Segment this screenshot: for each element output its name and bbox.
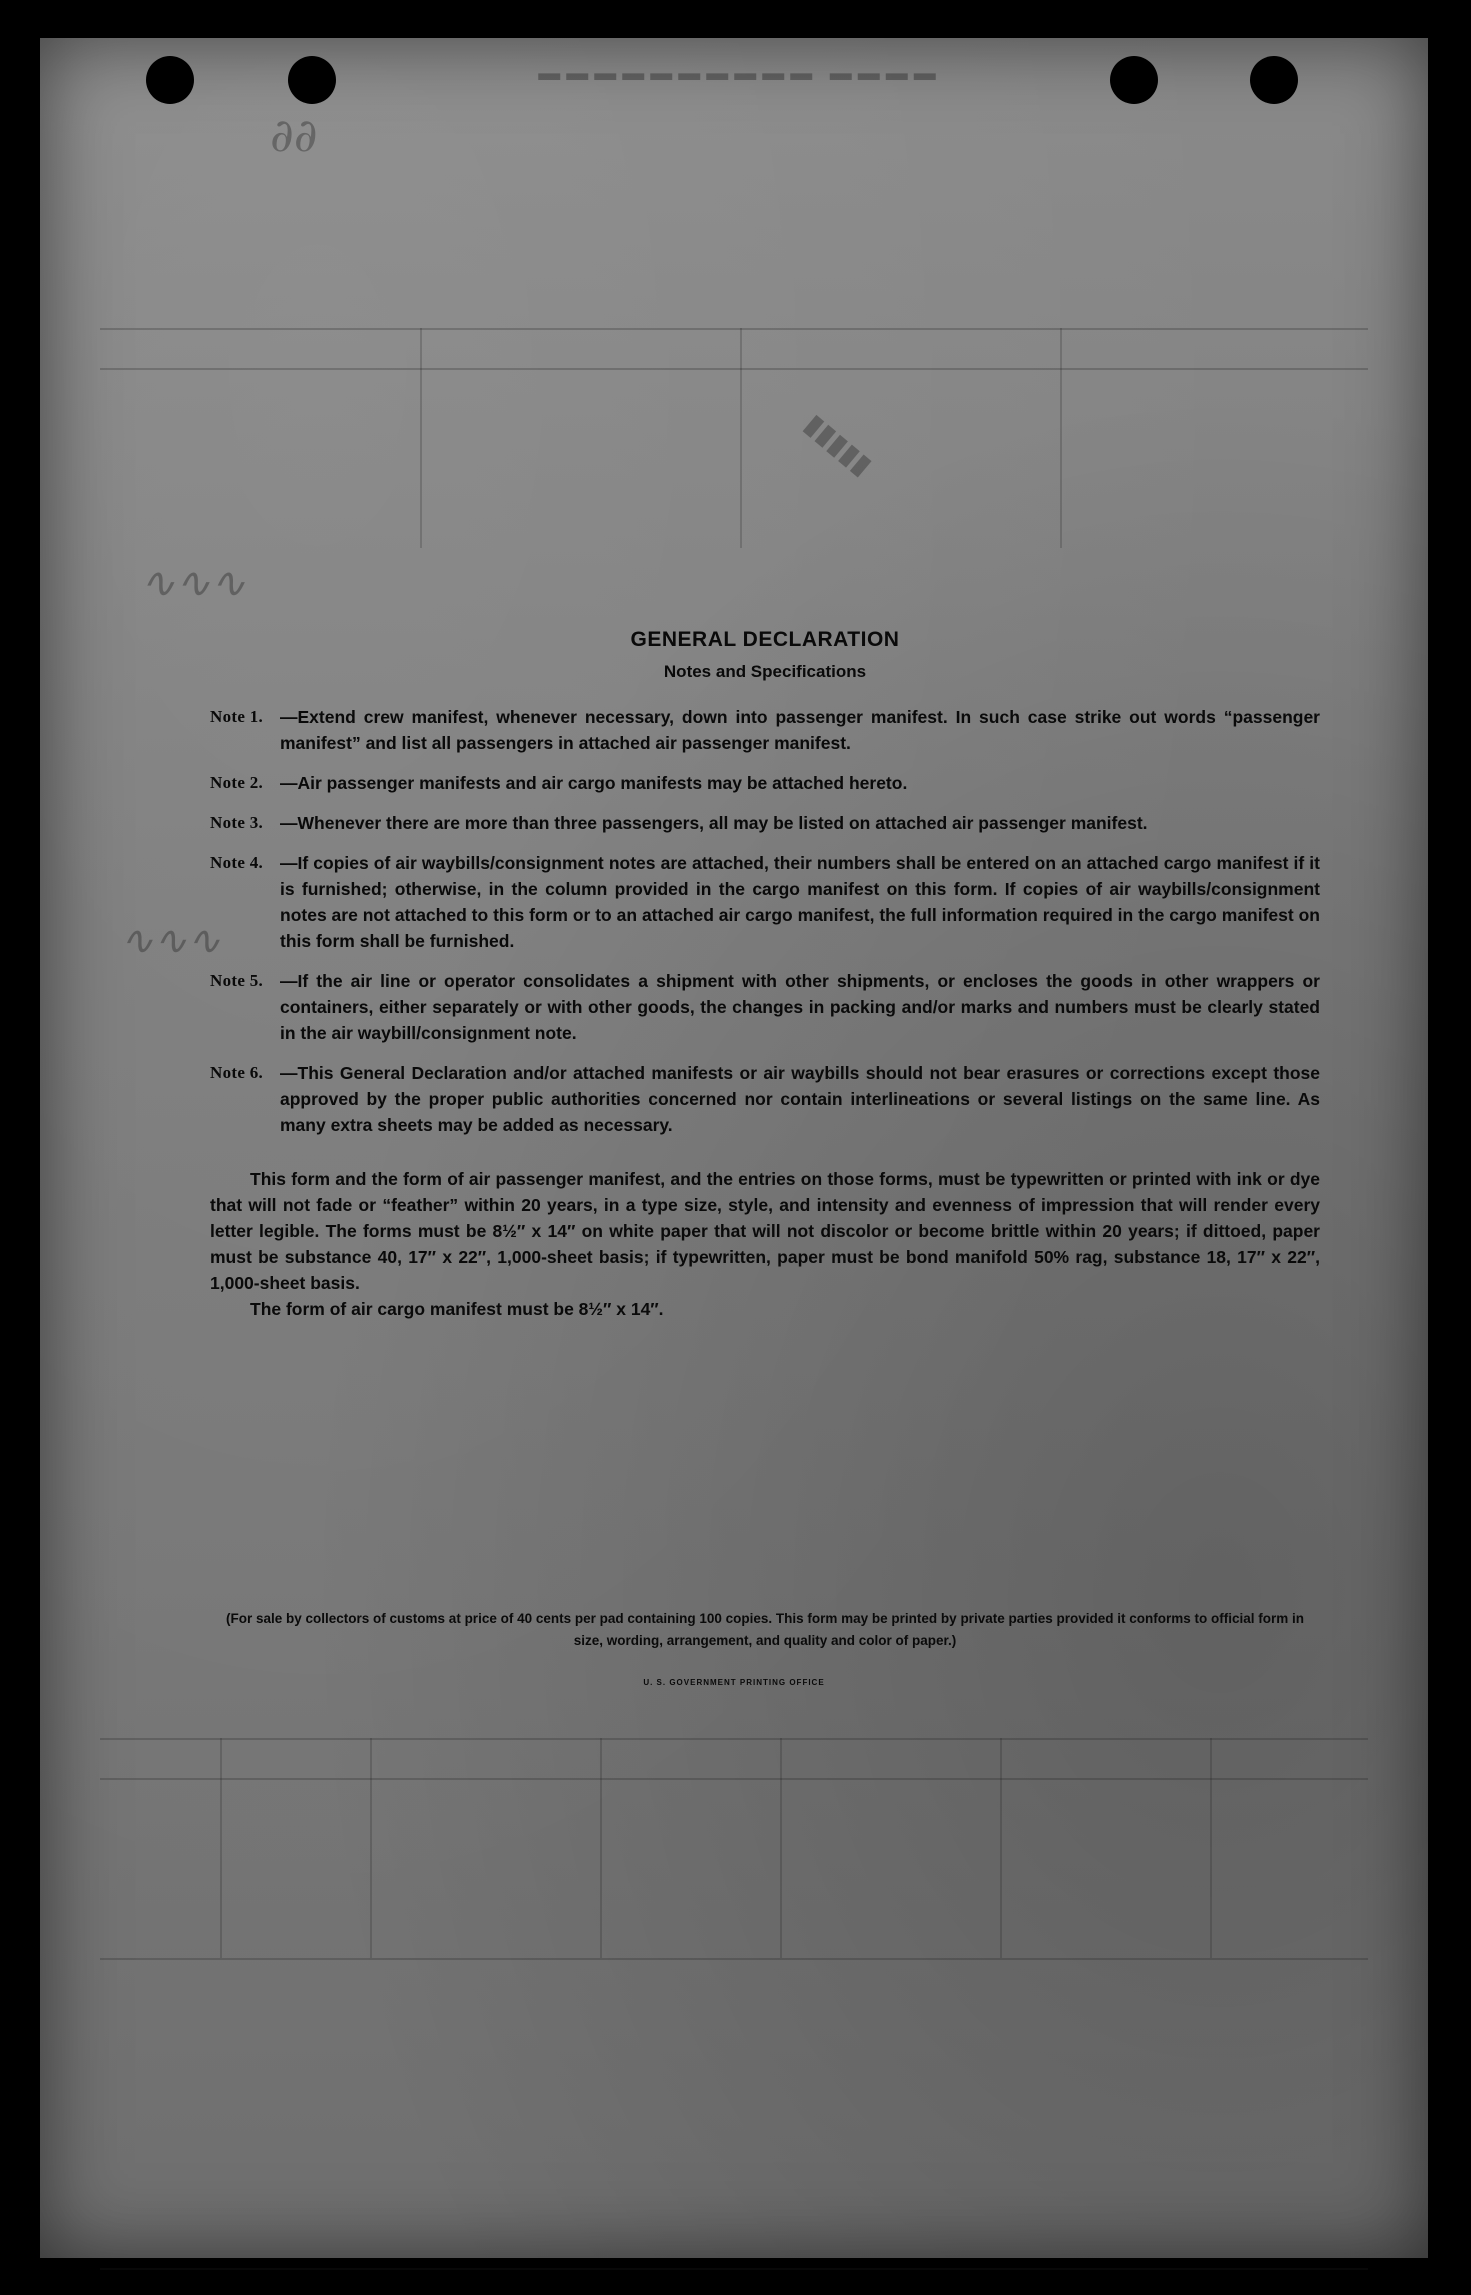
bleed-through-column (1060, 328, 1062, 548)
sale-note: (For sale by collectors of customs at price of 40 cents per pad containing 100 copies. This form may be printed by private parties provided it conforms to official form in size, wording, arrangement, and quality and color of paper.) (226, 1611, 1304, 1648)
form-specifications-paragraph: This form and the form of air passenger manifest, and the entries on those forms, must be typewritten or printed with ink or dye that will not fade or “feather” within 20 years, in a type size, style, and intensity and evenness of impression that will render every letter legible. The forms must be 8½″ x 14″ on white paper that will not discolor or become brittle within 20 years; if dittoed, paper must be substance 40, 17″ x 22″, 1,000-sheet basis; if typewritten, paper must be bond manifold 50% rag, substance 18, 17″ x 22″, 1,000-sheet basis. (210, 1169, 1320, 1293)
bleed-through-rule (100, 368, 1368, 370)
note-label: Note 2. (210, 773, 264, 792)
bleed-through-column (600, 1738, 602, 1958)
bleed-through-heading: ▬▬▬▬ ▬▬▬▬▬▬▬▬▬▬ (532, 60, 936, 85)
notes-section (210, 628, 1320, 1322)
bleed-through-column (740, 328, 742, 548)
note-label: Note 1. (210, 707, 264, 726)
bleed-through-rule (100, 1958, 1368, 1960)
note-4 (210, 850, 1320, 954)
note-label: Note 4. (210, 853, 264, 872)
cargo-manifest-size-line: The form of air cargo manifest must be 8½″ x 14″. (250, 1299, 664, 1319)
gpo-imprint: U. S. GOVERNMENT PRINTING OFFICE (643, 1678, 825, 1687)
note-2 (210, 770, 1320, 796)
note-6 (210, 1060, 1320, 1138)
handwriting-mark: ∿∿∿ (120, 918, 221, 964)
note-label: Note 5. (210, 971, 264, 990)
bleed-through-rule (100, 1738, 1368, 1740)
note-text: —If the air line or operator consolidates a shipment with other shipments, or encloses the goods in other wrappers or containers, either separately or with other goods, the changes in packing and/or marks and numbers must be clearly stated in the air waybill/consignment note. (280, 971, 1320, 1043)
note-text: —This General Declaration and/or attached manifests or air waybills should not bear erasures or corrections except those approved by the proper public authorities concerned nor contain interlineations or several listings on the same line. As many extra sheets may be added as necessary. (280, 1063, 1320, 1135)
handwriting-mark: ∂∂ (270, 108, 318, 162)
bleed-through-rule (100, 2268, 1368, 2270)
note-label: Note 3. (210, 813, 264, 832)
bleed-through-column (420, 328, 422, 548)
bleed-through-rule (100, 328, 1368, 330)
document-page (40, 38, 1428, 2258)
handwriting-mark: ∿∿∿ (140, 558, 246, 607)
document-subtitle: Notes and Specifications (663, 662, 867, 681)
note-5 (210, 968, 1320, 1046)
bleed-through-column (1210, 1738, 1212, 1958)
document-title: GENERAL DECLARATION (630, 628, 900, 651)
note-text: —Whenever there are more than three passengers, all may be listed on attached air passenger manifest. (280, 813, 1148, 833)
stamp-mark: ▮▮▮▮▮ (798, 407, 879, 482)
bleed-through-column (370, 1738, 372, 1958)
note-text: —Air passenger manifests and air cargo manifests may be attached hereto. (280, 773, 908, 793)
bleed-through-column (780, 1738, 782, 1958)
note-3 (210, 810, 1320, 836)
bleed-through-rule (100, 1778, 1368, 1780)
bleed-through-column (220, 1738, 222, 1958)
note-text: —If copies of air waybills/consignment notes are attached, their numbers shall be entered on an attached cargo manifest if it is furnished; otherwise, in the column provided in the cargo manifest on this form. If copies of air waybills/consignment notes are not attached to this form or to an attached air cargo manifest, the full information required in the cargo manifest on this form shall be furnished. (280, 853, 1320, 951)
note-text: —Extend crew manifest, whenever necessary, down into passenger manifest. In such case strike out words “passenger manifest” and list all passengers in attached air passenger manifest. (280, 707, 1320, 753)
note-1 (210, 704, 1320, 756)
bleed-through-column (1000, 1738, 1002, 1958)
note-label: Note 6. (210, 1063, 264, 1082)
